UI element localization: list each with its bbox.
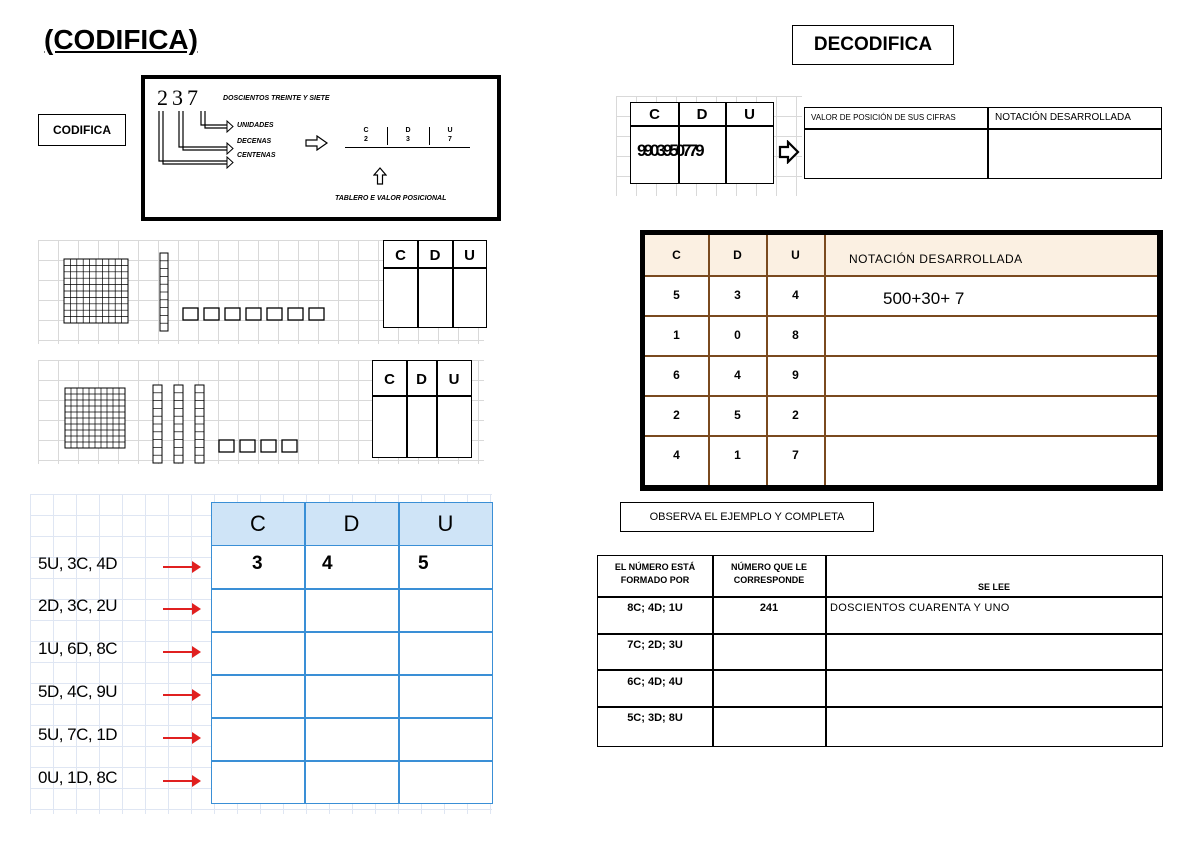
nt-cell: 4 <box>673 448 680 462</box>
ex-prompt-row: 5D, 4C, 9U <box>38 682 118 701</box>
dec-header-d: D <box>696 106 708 123</box>
nt-header-u: U <box>791 248 800 262</box>
red-arrow-icon <box>163 651 199 653</box>
dec-header-c: C <box>649 106 660 123</box>
decodifica-cdu-board <box>630 102 774 184</box>
red-arrow-icon <box>163 694 199 696</box>
mini-header-c: C <box>363 127 369 134</box>
example-digits: 237 <box>157 85 202 110</box>
mini-header-d: D <box>405 127 411 134</box>
nt-cell: 9 <box>792 368 799 382</box>
notation-header: NOTACIÓN DESARROLLADA <box>995 112 1131 123</box>
nt-cell: 5 <box>734 408 741 422</box>
hundred-flat-icon <box>64 387 126 449</box>
red-arrow-icon <box>163 780 199 782</box>
nt-header-notation: NOTACIÓN DESARROLLADA <box>849 252 1023 266</box>
arrow-right-icon <box>305 135 329 151</box>
ex-prompt-row: 2D, 3C, 2U <box>38 596 118 615</box>
nt-cell: 1 <box>734 448 741 462</box>
decodifica-title: DECODIFICA <box>813 34 933 55</box>
nt-cell: 4 <box>792 288 799 302</box>
board2-header-d: D <box>416 371 427 388</box>
dec-overlap-text: 9903950779 <box>637 141 702 160</box>
place-tens: DECENAS <box>237 138 272 145</box>
codifica-label: CODIFICA <box>53 123 111 137</box>
notation-table <box>640 230 1163 491</box>
ex-header-u: U <box>437 511 454 536</box>
arrow-up-icon <box>373 167 387 185</box>
example-words: DOSCIENTOS TREINTE Y SIETE <box>223 95 330 102</box>
place-connectors <box>155 109 295 169</box>
mini-value-c: 2 <box>364 136 368 143</box>
read-table <box>597 555 1163 747</box>
decodifica-example-area <box>616 96 802 196</box>
mini-value-u: 7 <box>448 136 452 143</box>
ten-rods-icon <box>152 384 208 464</box>
nt-header-d: D <box>733 248 742 262</box>
mini-header-u: U <box>447 127 453 134</box>
rt-header-number: NÚMERO QUE LE CORRESPONDE <box>730 562 807 585</box>
board2-header-c: C <box>384 371 395 388</box>
nt-cell: 2 <box>673 408 680 422</box>
arrow-right-icon <box>778 140 800 164</box>
rt-cell-formed: 6C; 4D; 4U <box>627 676 683 688</box>
nt-cell: 3 <box>734 288 741 302</box>
observe-label: OBSERVA EL EJEMPLO Y COMPLETA <box>649 511 845 523</box>
rt-header-reads: SE LEE <box>977 582 1010 592</box>
ex-prompt-row: 5U, 7C, 1D <box>38 725 118 744</box>
cdu-exercise-table <box>211 502 493 804</box>
codifica-title: (CODIFICA) <box>44 24 198 55</box>
nt-cell: 5 <box>673 288 680 302</box>
cdu-exercise <box>30 494 492 814</box>
ten-rod-icon <box>159 252 169 332</box>
rt-cell-formed: 7C; 2D; 3U <box>627 639 683 651</box>
ex-row0-u: 5 <box>418 553 429 574</box>
ex-prompt-row: 1U, 6D, 8C <box>38 639 118 658</box>
ex-header-c: C <box>250 511 266 536</box>
board2-header-u: U <box>448 371 460 388</box>
unit-cubes-icon <box>218 439 302 453</box>
nt-cell: 1 <box>673 328 680 342</box>
mini-value-d: 3 <box>406 136 410 143</box>
red-arrow-icon <box>163 608 199 610</box>
block-exercise-1 <box>38 240 484 344</box>
hundred-flat-icon <box>63 258 129 324</box>
block-exercise-2 <box>38 360 484 464</box>
red-arrow-icon <box>163 737 199 739</box>
codifica-example-box <box>141 75 501 221</box>
ex-prompt-row: 5U, 3C, 4D <box>38 554 118 573</box>
codifica-label-box <box>38 114 126 146</box>
board1-header-u: U <box>464 247 475 264</box>
nt-cell: 6 <box>673 368 680 382</box>
nt-cell: 4 <box>734 368 741 382</box>
board1-header-c: C <box>395 247 406 264</box>
cdu-board-1 <box>383 240 487 328</box>
rt-cell-reads: DOSCIENTOS CUARENTA Y UNO <box>830 602 1010 614</box>
rt-cell-number: 241 <box>759 602 779 614</box>
rt-header-formed: EL NÚMERO ESTÁ FORMADO POR <box>614 562 696 585</box>
nt-cell: 8 <box>792 328 799 342</box>
rt-cell-formed: 8C; 4D; 1U <box>627 602 683 614</box>
mini-cdu-table <box>345 123 470 157</box>
red-arrow-icon <box>163 566 199 568</box>
nt-notation: 500+30+ 7 <box>883 289 965 308</box>
observe-label-box <box>620 502 874 532</box>
ex-prompt-row: 0U, 1D, 8C <box>38 768 118 787</box>
cdu-board-2 <box>372 360 472 458</box>
board1-header-d: D <box>429 247 441 264</box>
ex-row0-d: 4 <box>322 553 333 574</box>
unit-cubes-icon <box>182 307 330 321</box>
place-units: UNIDADES <box>237 122 274 129</box>
example-caption: TABLERO E VALOR POSICIONAL <box>335 195 447 202</box>
nt-cell: 0 <box>734 328 741 342</box>
nt-header-c: C <box>672 248 681 262</box>
place-hundreds: CENTENAS <box>237 152 276 159</box>
value-position-header: VALOR DE POSICIÓN DE SUS CIFRAS <box>811 113 956 122</box>
decodifica-value-table <box>804 107 1162 179</box>
ex-row0-c: 3 <box>252 553 263 574</box>
rt-cell-formed: 5C; 3D; 8U <box>627 712 683 724</box>
nt-cell: 7 <box>792 448 799 462</box>
decodifica-title-box <box>792 25 954 65</box>
dec-header-u: U <box>744 106 755 123</box>
ex-header-d: D <box>343 511 360 536</box>
nt-cell: 2 <box>792 408 799 422</box>
